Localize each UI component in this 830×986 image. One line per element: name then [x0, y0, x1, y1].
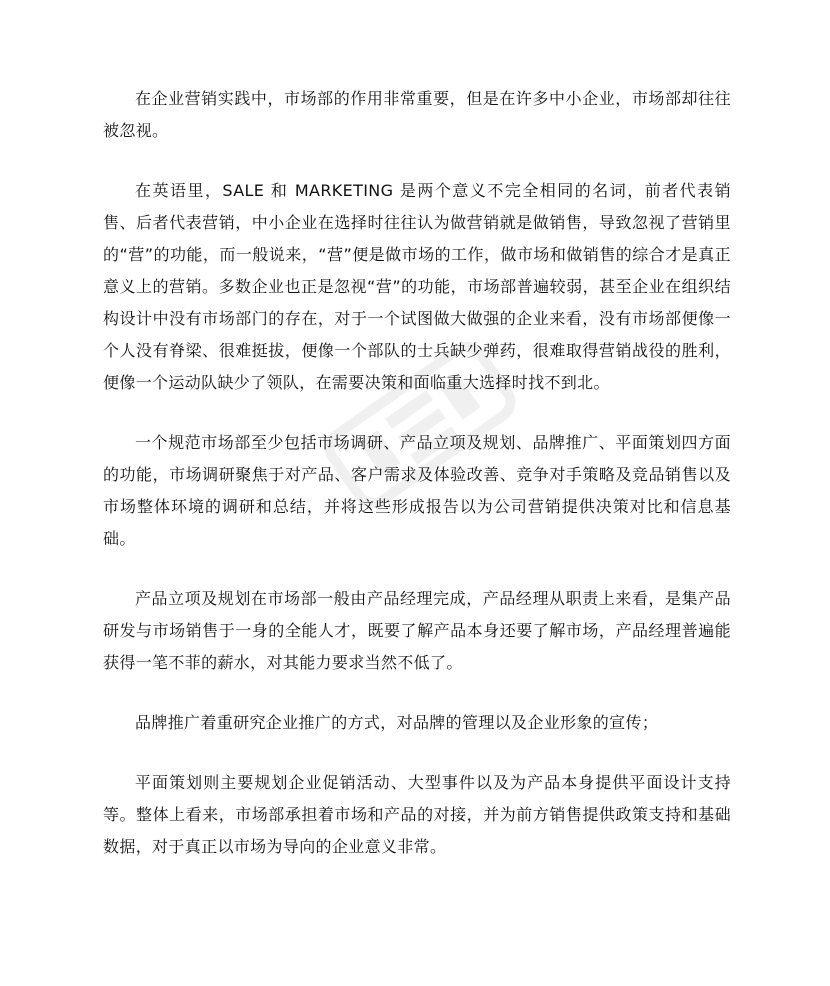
paragraph-6: 平面策划则主要规划企业促销活动、大型事件以及为产品本身提供平面设计支持等。整体上看来，市场部承担着市场和产品的对接，并为前方销售提供政策支持和基础数据，对于真正以市场为导向的企业意义非常。 — [103, 773, 731, 856]
document-body — [103, 83, 731, 863]
paragraph-4: 产品立项及规划在市场部一般由产品经理完成，产品经理从职责上来看，是集产品研发与市场销售于一身的全能人才，既要了解产品本身还要了解市场，产品经理普遍能获得一笔不菲的薪水，对其能力要求当然不低了。 — [103, 589, 731, 672]
paragraph-5: 品牌推广着重研究企业推广的方式，对品牌的管理以及企业形象的宣传； — [135, 713, 659, 732]
paragraph-2: 在英语里，SALE 和 MARKETING 是两个意义不完全相同的名词，前者代表销售、后者代表营销，中小企业在选择时往往认为做营销就是做销售，导致忽视了营销里的“营”的功能，而一般说来，“营”便是做市场的工作，做市场和做销售的综合才是真正意义上的营销。多数企业也正是忽视“营”的功能，市场部普遍较弱，甚至企业在组织结构设计中没有市场部门的存在，对于一个试图做大做强的企业来看，没有市场部便像一个人没有脊梁、很难挺拔，便像一个部队的士兵缺少弹药，很难取得营销战役的胜利，便像一个运动队缺少了领队，在需要决策和面临重大选择时找不到北。 — [103, 181, 731, 392]
paragraph-1: 在企业营销实践中，市场部的作用非常重要，但是在许多中小企业，市场部却往往被忽视。 — [103, 89, 731, 140]
paragraph-3: 一个规范市场部至少包括市场调研、产品立项及规划、品牌推广、平面策划四方面的功能，市场调研聚焦于对产品、客户需求及体验改善、竞争对手策略及竞品销售以及市场整体环境的调研和总结，并将这些形成报告以为公司营销提供决策对比和信息基础。 — [103, 433, 731, 548]
